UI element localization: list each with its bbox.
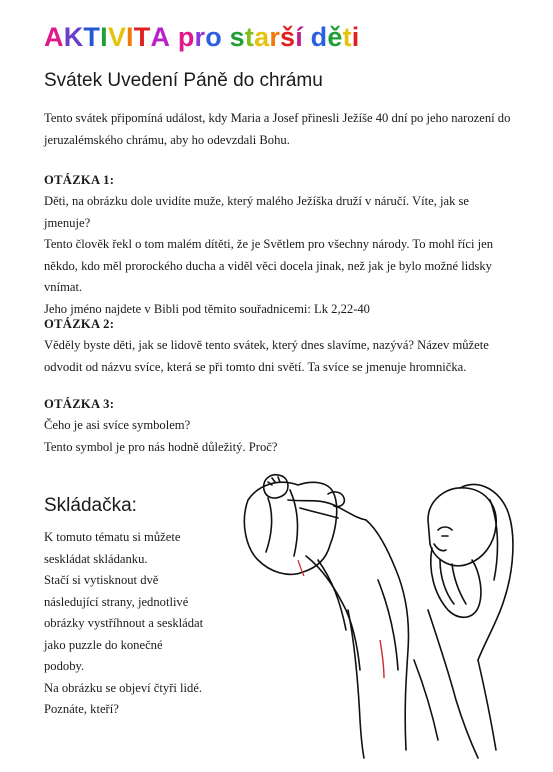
title-letter: p xyxy=(177,22,195,52)
title-letter xyxy=(170,22,178,53)
question-1-line: Jeho jméno najdete v Bibli pod těmito souřadnicemi: Lk 2,22-40 xyxy=(44,301,370,316)
question-1-line: Děti, na obrázku dole uvidíte muže, který malého Ježíška druží v náručí. Víte, jak se jmenuje? xyxy=(44,194,470,230)
title-letter: s xyxy=(229,22,245,52)
title-letter: i xyxy=(351,22,360,52)
title-letter: š xyxy=(280,22,296,52)
puzzle-line: Stačí si vytisknout dvě xyxy=(44,573,159,587)
question-1-line: vnímat. xyxy=(44,280,83,294)
title-letter: I xyxy=(100,22,108,52)
title-letter: ě xyxy=(327,22,343,52)
puzzle-line: Poznáte, kteří? xyxy=(44,702,119,716)
blanket-outline xyxy=(244,482,336,574)
title-letter: r xyxy=(194,22,206,52)
question-2-line: Věděly byste děti, jak se lidově tento svátek, který dnes slavíme, nazývá? Název můžete xyxy=(44,338,489,352)
question-1-line: Tento člověk řekl o tom malém dítěti, že je Světlem pro všechny národy. To mohl říci jen xyxy=(44,237,494,251)
question-1-line: někdo, kdo měl prorockého ducha a viděl věci docela jinak, než jak je bylo možné lidsky xyxy=(44,258,492,273)
title-letter: I xyxy=(126,22,134,52)
title-letter: r xyxy=(269,22,281,52)
question-2-label: OTÁZKA 2: xyxy=(44,317,115,331)
title-letter: a xyxy=(254,22,270,52)
puzzle-line: K tomuto tématu si můžete xyxy=(44,530,181,544)
title-letter xyxy=(222,22,230,53)
question-3-line: Čeho je asi svíce symbolem? xyxy=(44,418,191,432)
puzzle-line: jako puzzle do konečné xyxy=(44,637,163,652)
puzzle-line: podoby. xyxy=(44,659,85,673)
title-letter: t xyxy=(342,22,352,52)
title-letter: t xyxy=(244,22,255,52)
puzzle-line: následující strany, jednotlivé xyxy=(44,594,189,609)
question-2 xyxy=(44,314,514,378)
intro-paragraph xyxy=(44,108,514,151)
title-letter: V xyxy=(107,22,127,52)
question-2-line: odvodit od názvu svíce, která se při tomto dni světí. Ta svíce se jmenuje hromnička. xyxy=(44,359,467,374)
title-letter xyxy=(303,22,311,53)
intro-line: jeruzalémského chrámu, aby ho odevzdali Bohu. xyxy=(44,132,290,147)
section-heading: Svátek Uvedení Páně do chrámu xyxy=(44,70,323,91)
right-arm xyxy=(306,556,360,670)
question-3 xyxy=(44,394,514,458)
question-3-line: Tento symbol je pro nás hodně důležitý. Proč? xyxy=(44,439,278,454)
simeon-with-child-illustration xyxy=(228,460,528,760)
page-title xyxy=(44,22,359,53)
intro-line: Tento svátek připomíná událost, kdy Maria a Josef přinesli Ježíše 40 dní po jeho narození do xyxy=(44,111,511,125)
simeon-hood xyxy=(460,484,513,660)
question-3-label: OTÁZKA 3: xyxy=(44,397,115,411)
left-arm xyxy=(288,500,366,520)
title-letter: d xyxy=(310,22,328,52)
title-letter: T xyxy=(133,22,151,52)
title-letter: T xyxy=(83,22,101,52)
puzzle-line: sesklád‌at skládanku. xyxy=(44,551,148,566)
title-letter: K xyxy=(63,22,84,52)
title-letter: A xyxy=(44,22,64,52)
simeon-robe xyxy=(366,520,409,750)
puzzle-line: Na obrázku se objeví čtyři lidé. xyxy=(44,680,203,695)
simeon-head xyxy=(428,488,496,566)
question-1-label: OTÁZKA 1: xyxy=(44,173,115,187)
child-head xyxy=(264,475,288,498)
question-1 xyxy=(44,170,514,320)
title-letter: o xyxy=(205,22,222,52)
title-letter: í xyxy=(295,22,303,52)
title-letter: A xyxy=(150,22,171,52)
puzzle-line: obrázky vystříhnout a seskládat xyxy=(44,616,204,630)
puzzle-title: Skládačka: xyxy=(44,495,137,516)
puzzle-instructions xyxy=(44,527,254,721)
